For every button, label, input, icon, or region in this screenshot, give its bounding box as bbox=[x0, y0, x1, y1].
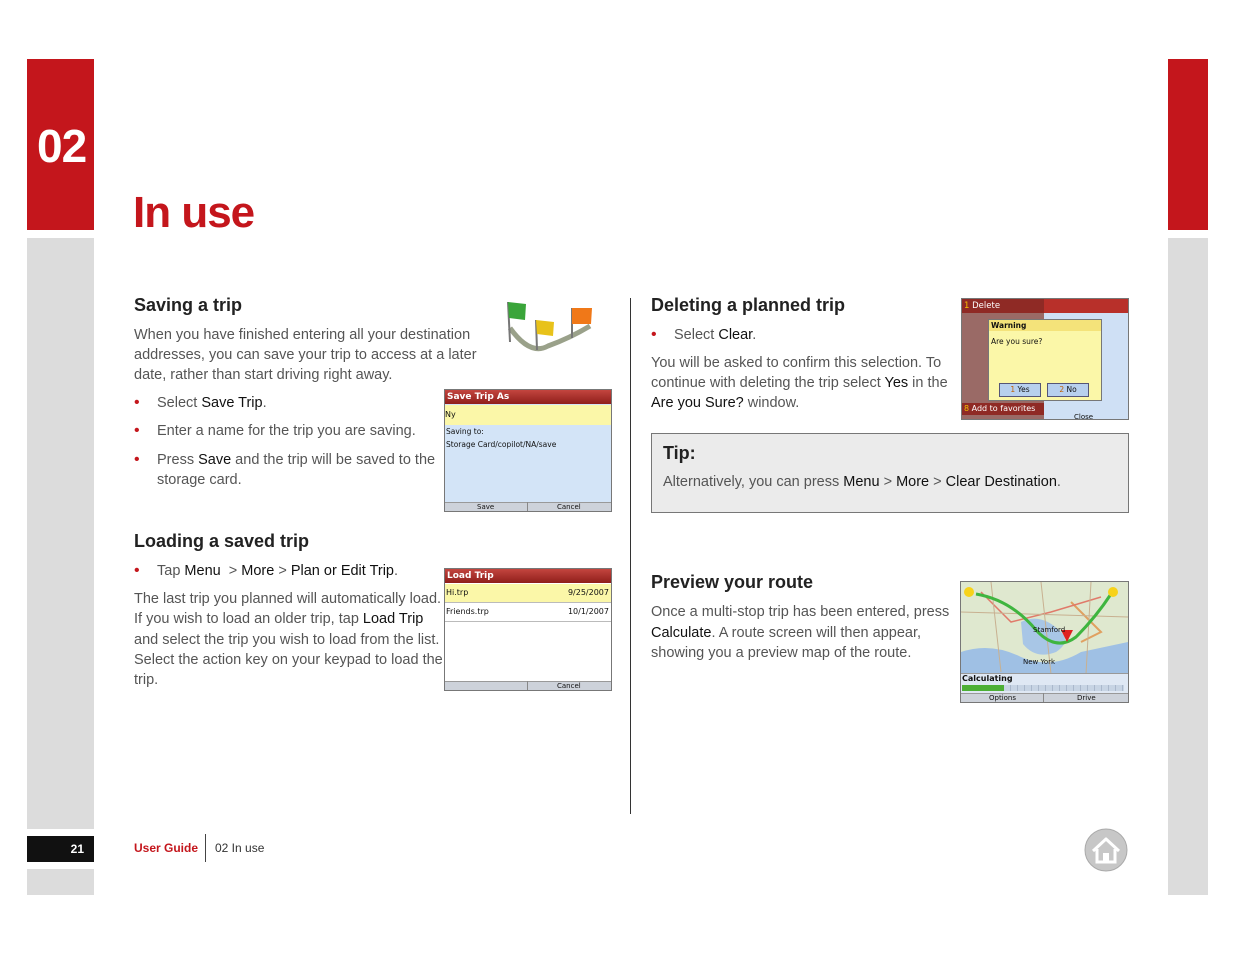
flags-icon bbox=[500, 298, 598, 360]
route-map-screenshot: Stamford New York Calculating Options Drive bbox=[960, 581, 1129, 703]
loading-heading: Loading a saved trip bbox=[134, 531, 310, 551]
footer-guide: User Guide bbox=[134, 841, 199, 855]
saving-heading: Saving a trip bbox=[134, 295, 243, 315]
delete-screenshot: 1 Delete 8 Add to favorites Warning Are you sure? 1 Yes 2 No Close bbox=[961, 298, 1129, 420]
loading-bullet: • Tap Menu > More > Plan or Edit Trip. bbox=[134, 562, 399, 579]
yes-button[interactable]: 1 Yes bbox=[999, 383, 1041, 397]
trip-name-field: Ny bbox=[445, 405, 611, 425]
load-trip-screenshot: Load Trip Hi.trp 9/25/2007 Friends.trp 10/1/2007 Cancel bbox=[444, 568, 612, 691]
loading-body-2: If you wish to load an older trip, tap Load Trip bbox=[134, 611, 424, 627]
home-icon[interactable] bbox=[1083, 827, 1129, 873]
footer-section: 02 In use bbox=[215, 841, 265, 855]
warning-dialog: Warning Are you sure? 1 Yes 2 No bbox=[988, 319, 1102, 401]
saving-intro-3: date, rather than start driving right away. bbox=[134, 367, 393, 383]
saving-bullet-3: • Press Save and the trip will be saved to the storage card. bbox=[134, 451, 436, 488]
loading-body-3: and select the trip you wish to load from the list. bbox=[134, 632, 440, 648]
screen-title: Load Trip bbox=[445, 569, 611, 583]
preview-heading: Preview your route bbox=[651, 572, 814, 592]
loading-body-4: Select the action key on your keypad to load the bbox=[134, 652, 443, 668]
no-button[interactable]: 2 No bbox=[1047, 383, 1089, 397]
page-number-box bbox=[27, 836, 94, 862]
trip-row: Friends.trp 10/1/2007 bbox=[445, 603, 611, 622]
preview-body-1: Once a multi-stop trip has been entered, press bbox=[651, 604, 950, 620]
page-number: 21 bbox=[70, 842, 84, 856]
column-divider bbox=[630, 298, 631, 814]
loading-body-1: The last trip you planned will automatically load. bbox=[134, 591, 442, 607]
deleting-heading: Deleting a planned trip bbox=[651, 295, 846, 315]
deleting-body-3: Are you Sure? window. bbox=[651, 395, 800, 411]
chapter-number: 02 bbox=[37, 120, 87, 172]
saving-bullet-1: • Select Save Trip. bbox=[134, 394, 267, 411]
preview-body-2: Calculate. A route screen will then appear, bbox=[651, 625, 922, 641]
footer-divider bbox=[205, 834, 206, 862]
page-title: In use bbox=[133, 188, 255, 237]
saving-intro-1: When you have finished entering all your destination bbox=[134, 327, 471, 343]
right-sidebar bbox=[1168, 238, 1208, 895]
trip-row: Hi.trp 9/25/2007 bbox=[445, 584, 611, 603]
loading-body-5: trip. bbox=[134, 672, 159, 688]
save-trip-screenshot: Save Trip As Ny Saving to: Storage Card/copilot/NA/save Save Cancel bbox=[444, 389, 612, 512]
right-tab bbox=[1168, 59, 1208, 230]
left-sidebar bbox=[27, 238, 94, 829]
deleting-bullet: • Select Clear. bbox=[651, 326, 757, 343]
tip-box bbox=[651, 433, 1129, 513]
deleting-body-1: You will be asked to confirm this selection. To bbox=[651, 355, 942, 371]
deleting-body-2: continue with deleting the trip select Yes in the bbox=[651, 375, 948, 391]
tip-label: Tip: bbox=[663, 443, 696, 463]
saving-bullet-2: • Enter a name for the trip you are saving. bbox=[134, 422, 416, 439]
preview-body-3: showing you a preview map of the route. bbox=[651, 645, 912, 661]
saving-intro-2: addresses, you can save your trip to access at a later bbox=[134, 347, 477, 363]
chapter-tab bbox=[27, 59, 94, 230]
tip-text: Alternatively, you can press Menu > More > Clear Destination. bbox=[663, 474, 1061, 490]
left-sidebar-bottom bbox=[27, 869, 94, 895]
screen-title: Save Trip As bbox=[445, 390, 611, 404]
